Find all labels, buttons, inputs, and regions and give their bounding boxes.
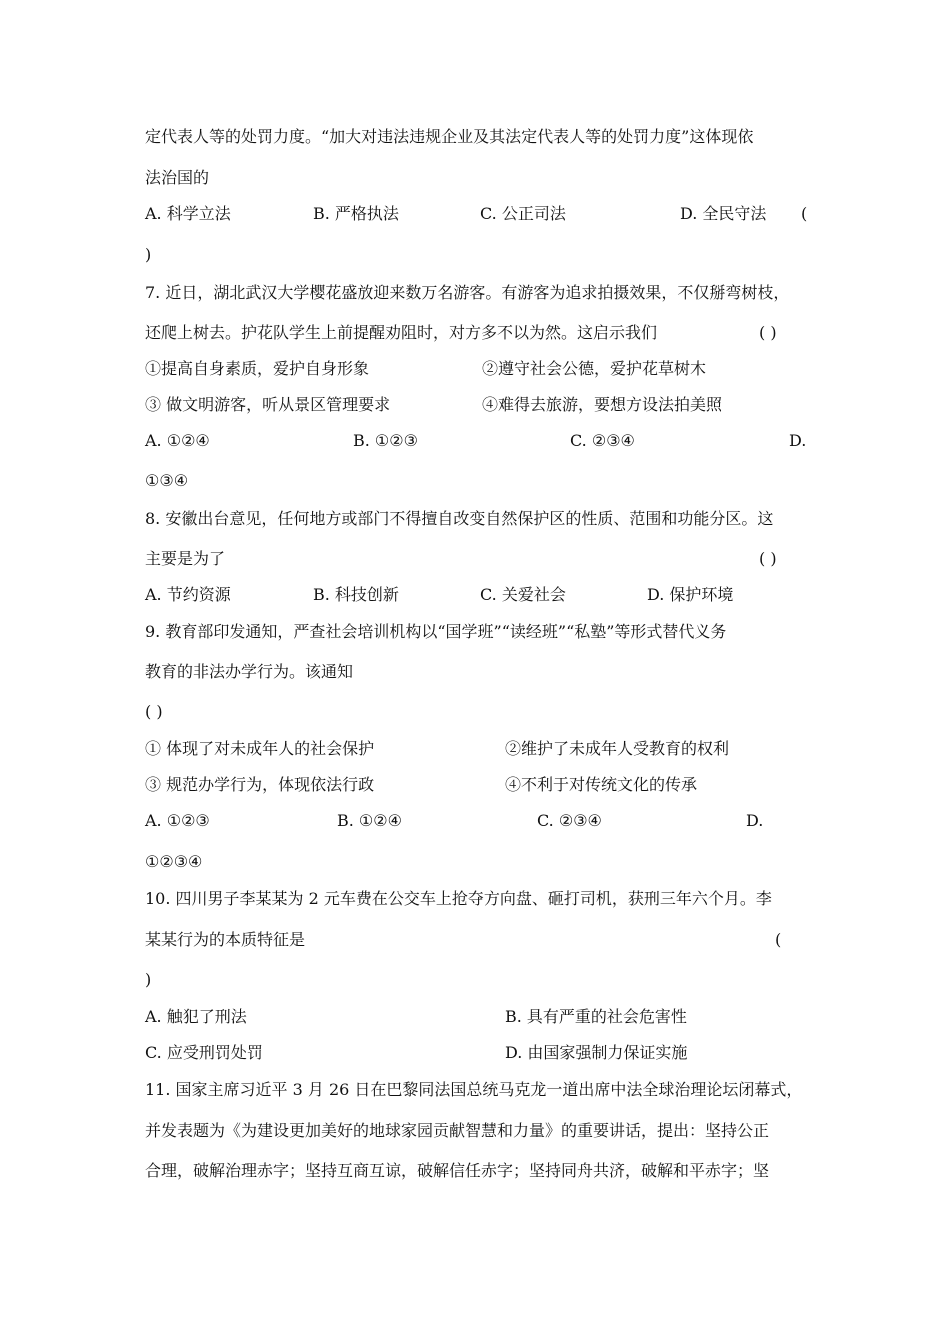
q10-stem-line-2: 某某行为的本质特征是 <box>145 930 306 949</box>
q7-option-d: D. <box>789 431 807 450</box>
q9-option-a: A. ①②③ <box>145 811 210 830</box>
q11-stem-line-1: 11. 国家主席习近平 3 月 26 日在巴黎同法国总统马克龙一道出席中法全球治理论坛闭幕式， <box>145 1080 803 1099</box>
q8-stem-line-2: 主要是为了 <box>145 549 226 568</box>
q7-option-c: C. ②③④ <box>570 431 635 450</box>
q9-item-1: ① 体现了对未成年人的社会保护 <box>145 739 375 758</box>
q7-item-2: ②遵守社会公德，爱护花草树木 <box>482 359 707 378</box>
q8-option-a: A. 节约资源 <box>145 585 231 604</box>
q9-option-d-text: ①②③④ <box>145 852 203 871</box>
q9-option-b: B. ①②④ <box>337 811 402 830</box>
q7-option-b: B. ①②③ <box>353 431 418 450</box>
q10-option-a: A. 触犯了刑法 <box>145 1007 247 1026</box>
q7-stem-line-2: 还爬上树去。护花队学生上前提醒劝阻时，对方多不以为然。这启示我们 <box>145 323 658 342</box>
q10-option-b: B. 具有严重的社会危害性 <box>505 1007 687 1026</box>
q6-option-c: C. 公正司法 <box>480 204 566 223</box>
q9-stem-line-2: 教育的非法办学行为。该通知 <box>145 662 354 681</box>
q11-stem-line-2: 并发表题为《为建设更加美好的地球家园贡献智慧和力量》的重要讲话，提出：坚持公正 <box>145 1121 770 1140</box>
q11-stem-line-3: 合理，破解治理赤字；坚持互商互谅，破解信任赤字；坚持同舟共济，破解和平赤字；坚 <box>145 1161 770 1180</box>
q10-option-d: D. 由国家强制力保证实施 <box>505 1043 688 1062</box>
q9-option-c: C. ②③④ <box>537 811 602 830</box>
q8-option-d: D. 保护环境 <box>647 585 734 604</box>
q10-answer-bracket-close: ) <box>145 970 152 989</box>
q9-answer-bracket: ( ) <box>145 702 163 721</box>
q7-stem-line-1: 7. 近日，湖北武汉大学樱花盛放迎来数万名游客。有游客为追求拍摄效果，不仅掰弯树枝， <box>145 283 790 302</box>
q6-stem-line-1: 定代表人等的处罚力度。“加大对违法违规企业及其法定代表人等的处罚力度”这体现依 <box>145 127 754 146</box>
q8-option-b: B. 科技创新 <box>313 585 399 604</box>
q9-option-d: D. <box>746 811 764 830</box>
q9-stem-line-1: 9. 教育部印发通知，严查社会培训机构以“国学班”“读经班”“私塾”等形式替代义务 <box>145 622 727 641</box>
q10-stem-line-1: 10. 四川男子李某某为 2 元车费在公交车上抢夺方向盘、砸打司机，获刑三年六个月。李 <box>145 889 772 908</box>
q7-option-d-text: ①③④ <box>145 471 189 490</box>
q6-option-a: A. 科学立法 <box>145 204 231 223</box>
q6-option-d: D. 全民守法 <box>680 204 767 223</box>
q7-item-3: ③ 做文明游客，听从景区管理要求 <box>145 395 391 414</box>
q9-item-3: ③ 规范办学行为，体现依法行政 <box>145 775 375 794</box>
q7-answer-bracket: ( ) <box>759 323 777 342</box>
q9-item-4: ④不利于对传统文化的传承 <box>505 775 698 794</box>
q10-answer-bracket-open: ( <box>775 930 782 949</box>
q10-option-c: C. 应受刑罚处罚 <box>145 1043 263 1062</box>
q7-option-a: A. ①②④ <box>145 431 210 450</box>
q6-option-b: B. 严格执法 <box>313 204 399 223</box>
q9-item-2: ②维护了未成年人受教育的权利 <box>505 739 730 758</box>
q8-answer-bracket: ( ) <box>759 549 777 568</box>
q8-option-c: C. 关爱社会 <box>480 585 566 604</box>
q6-answer-bracket-open: ( <box>801 204 808 223</box>
q7-item-1: ①提高自身素质，爱护自身形象 <box>145 359 370 378</box>
q6-answer-bracket-close: ) <box>145 245 152 264</box>
q7-item-4: ④难得去旅游，要想方设法拍美照 <box>482 395 723 414</box>
q6-stem-line-2: 法治国的 <box>145 168 210 187</box>
q8-stem-line-1: 8. 安徽出台意见，任何地方或部门不得擅自改变自然保护区的性质、范围和功能分区。这 <box>145 509 774 528</box>
